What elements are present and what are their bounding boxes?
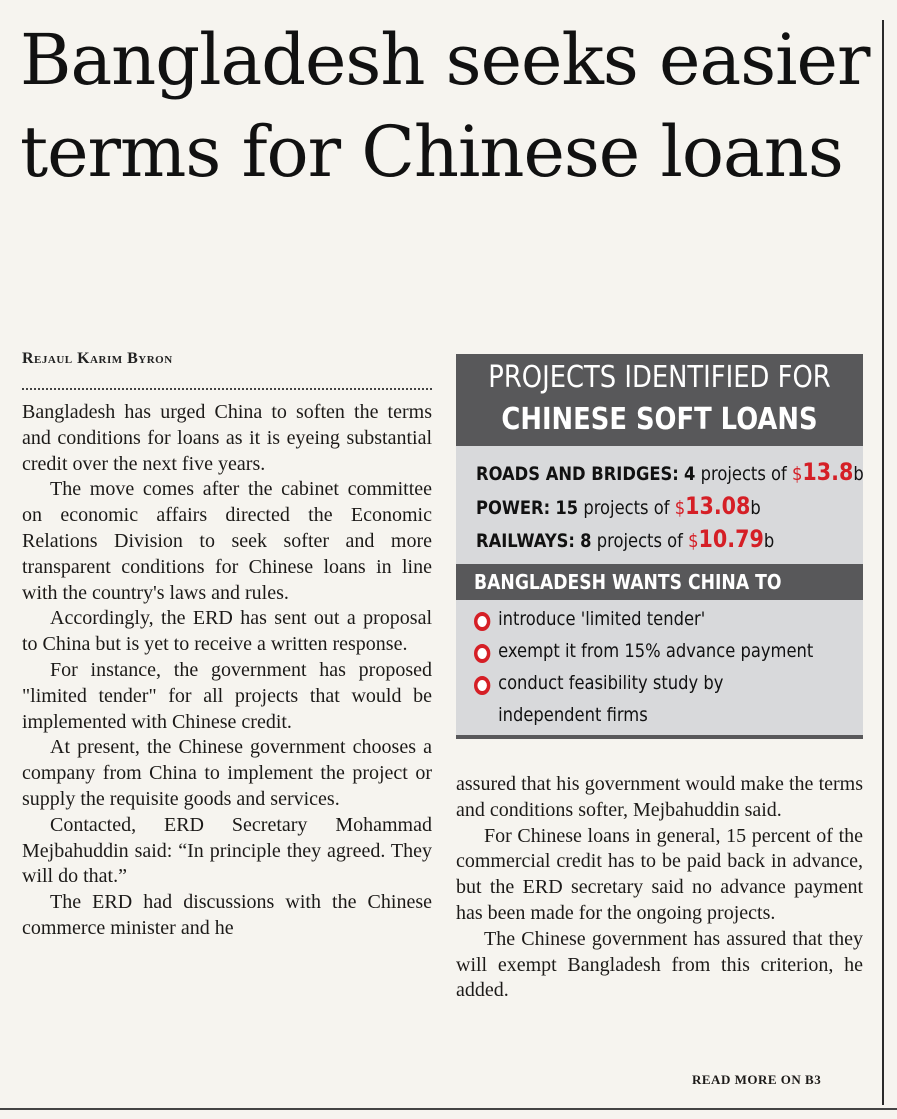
paragraph: For Chinese loans in general, 15 percent of the commercial credit has to be paid back in advance, but the ERD secretary said no advance payment has been made for the ongoing projects. bbox=[456, 824, 863, 924]
factbox-title-line-2: CHINESE SOFT LOANS bbox=[501, 402, 818, 437]
paragraph: Contacted, ERD Secretary Mohammad Mejbahuddin said: “In principle they agreed. They will do that.” bbox=[22, 813, 432, 888]
stat-amount: 10.79 bbox=[698, 525, 764, 553]
stat-projects-text: projects of bbox=[583, 497, 670, 519]
stat-count: 15 bbox=[555, 497, 579, 519]
wants-item-text: conduct feasibility study by bbox=[498, 672, 724, 694]
stat-currency: $ bbox=[688, 530, 699, 552]
paragraph: Accordingly, the ERD has sent out a proposal to China but is yet to receive a written response. bbox=[22, 607, 432, 656]
stat-railways bbox=[476, 525, 846, 553]
wants-item-text: exempt it from 15% advance payment bbox=[498, 640, 814, 662]
stat-power bbox=[476, 492, 846, 520]
stat-currency: $ bbox=[791, 463, 803, 485]
bullet-ring-icon bbox=[474, 644, 490, 663]
read-more-link[interactable]: READ MORE ON B3 bbox=[692, 1072, 822, 1087]
stat-category: RAILWAYS: bbox=[476, 530, 575, 552]
stat-count: 4 bbox=[684, 463, 696, 485]
paragraph: assured that his government would make the terms and conditions softer, Mejbahuddin said. bbox=[456, 773, 863, 821]
sidebar-factbox bbox=[456, 354, 863, 739]
bullet-ring-icon bbox=[474, 676, 490, 695]
paragraph: At present, the Chinese government chooses a company from China to implement the project or supply the requisite goods and services. bbox=[22, 736, 432, 810]
stat-unit: b bbox=[763, 530, 775, 552]
stat-category: POWER: bbox=[476, 497, 551, 519]
stat-unit: b bbox=[853, 463, 864, 485]
paragraph: For instance, the government has proposed "limited tender" for all projects that would be implemented with Chinese credit. bbox=[22, 658, 432, 733]
stat-projects-text: projects of bbox=[596, 530, 683, 552]
stat-amount: 13.08 bbox=[685, 492, 751, 520]
headline: Bangladesh seeks easier terms for Chinese loans bbox=[20, 19, 870, 193]
stat-currency: $ bbox=[674, 497, 686, 519]
bottom-rule bbox=[0, 1108, 897, 1110]
wants-item-text: introduce 'limited tender' bbox=[498, 608, 706, 630]
wants-heading: BANGLADESH WANTS CHINA TO bbox=[474, 570, 782, 594]
stat-count: 8 bbox=[580, 530, 592, 552]
stat-category: ROADS AND BRIDGES: bbox=[476, 463, 679, 485]
bullet-ring-icon bbox=[474, 612, 490, 631]
stat-amount: 13.8 bbox=[802, 458, 854, 486]
factbox-bottom-rule bbox=[456, 735, 863, 739]
article-column-2 bbox=[456, 772, 863, 1004]
paragraph: The ERD had discussions with the Chinese commerce minister and he bbox=[22, 891, 432, 939]
stat-unit: b bbox=[750, 497, 761, 519]
stat-roads-bridges bbox=[476, 458, 864, 486]
factbox-title-line-1: PROJECTS IDENTIFIED FOR bbox=[488, 360, 831, 395]
paragraph: The Chinese government has assured that they will exempt Bangladesh from this criterion, he added. bbox=[456, 927, 863, 1002]
dotted-divider bbox=[22, 388, 432, 390]
paragraph: Bangladesh has urged China to soften the terms and conditions for loans as it is eyeing substantial credit over the next five years. bbox=[22, 401, 432, 475]
stat-projects-text: projects of bbox=[700, 463, 787, 485]
byline: Rejaul Karim Byron bbox=[22, 350, 173, 367]
article-column-1 bbox=[22, 400, 432, 942]
paragraph: The move comes after the cabinet committee on economic affairs directed the Economic Relations Division to seek softer and more transparent conditions for Chinese loans in line with the country's laws and rules. bbox=[22, 478, 432, 604]
wants-heading-bar bbox=[456, 564, 863, 600]
wants-item-text: independent firms bbox=[498, 704, 648, 726]
column-rule bbox=[882, 20, 884, 1105]
factbox-title bbox=[456, 354, 863, 446]
